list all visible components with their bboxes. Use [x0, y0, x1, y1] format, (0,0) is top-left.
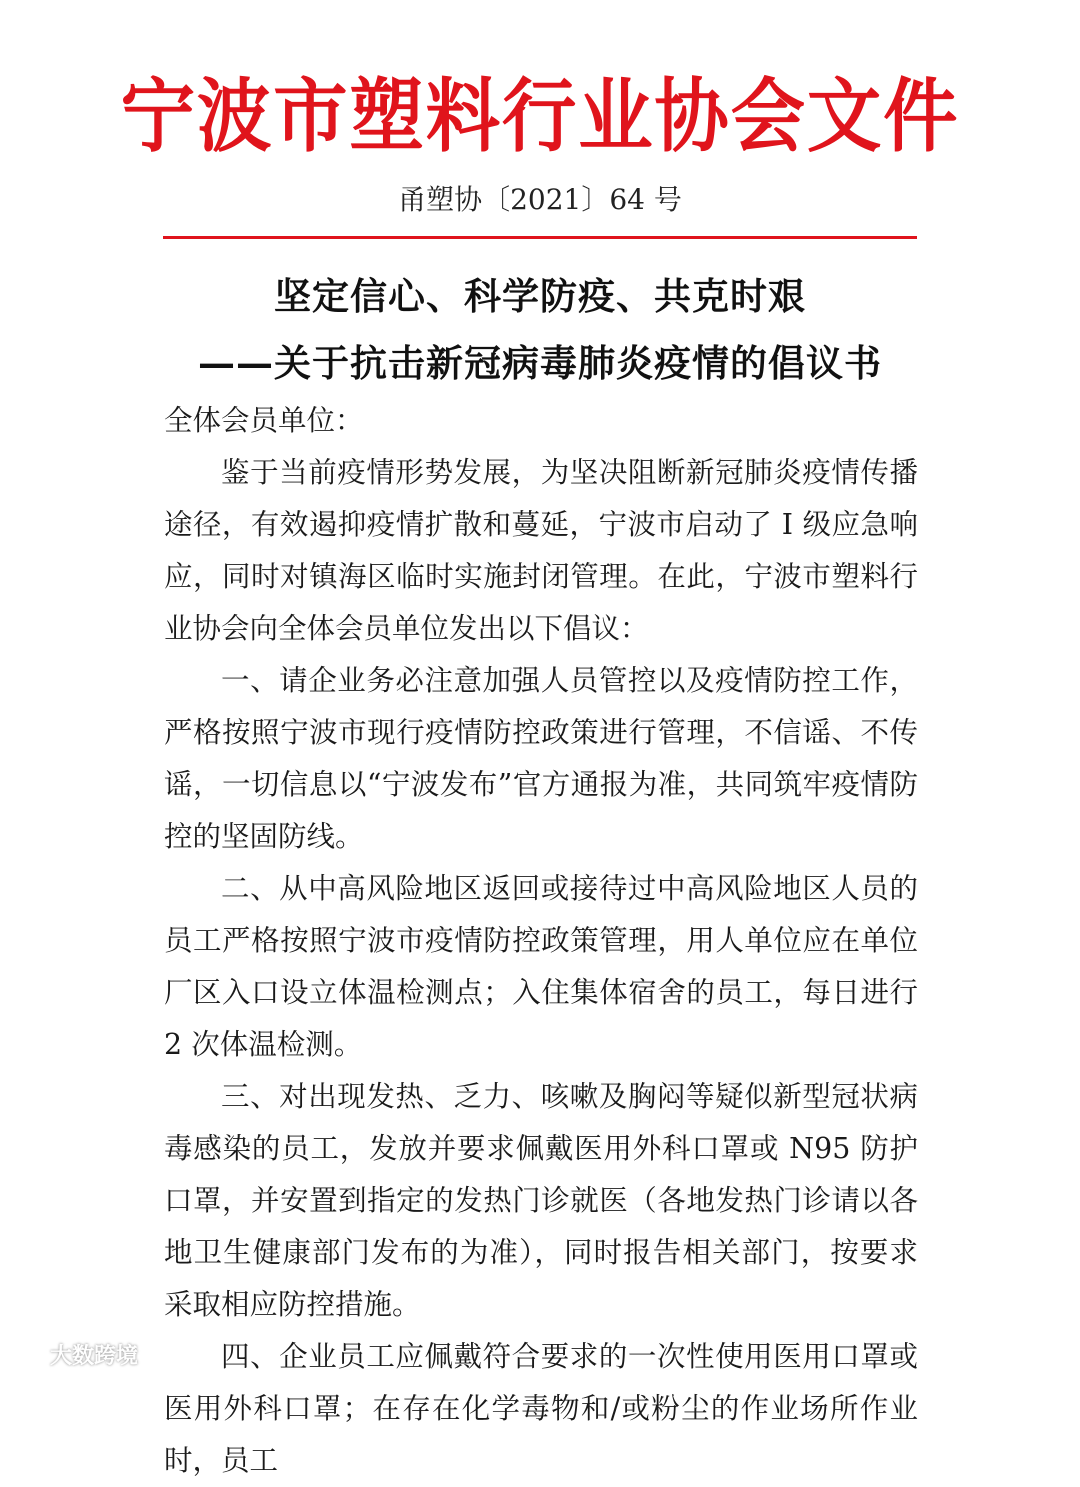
document-subtitle: ——关于抗击新冠病毒肺炎疫情的倡议书	[198, 341, 882, 385]
watermark	[10, 1336, 138, 1372]
document-number: 甬塑协〔2021〕64 号	[398, 183, 682, 216]
paragraph-item-3: 三、对出现发热、乏力、咳嗽及胸闷等疑似新型冠状病毒感染的员工，发放并要求佩戴医用外科口罩或 N95 防护口罩，并安置到指定的发热门诊就医（各地发热门诊请以各地卫生健康部门发布的为准），同时报告相关部门，按要求采取相应防控措施。	[164, 1080, 918, 1321]
paragraph-item-1: 一、请企业务必注意加强人员管控以及疫情防控工作，严格按照宁波市现行疫情防控政策进行管理，不信谣、不传谣，一切信息以“宁波发布”官方通报为准，共同筑牢疫情防控的坚固防线。	[164, 664, 918, 853]
document-title: 坚定信心、科学防疫、共克时艰	[274, 274, 806, 318]
paragraph-item-4: 四、企业员工应佩戴符合要求的一次性使用医用口罩或医用外科口罩；在存在化学毒物和/或粉尘的作业场所作业时，员工	[164, 1340, 918, 1477]
org-title: 宁波市塑料行业协会文件	[120, 69, 960, 163]
watermark-text: 大数跨境	[50, 1343, 139, 1369]
paragraph-item-2: 二、从中高风险地区返回或接待过中高风险地区人员的员工严格按照宁波市疫情防控政策管理，用人单位应在单位厂区入口设立体温检测点；入住集体宿舍的员工，每日进行 2 次体温检测。	[164, 872, 918, 1061]
salutation: 全体会员单位：	[164, 404, 364, 437]
paragraph-intro: 鉴于当前疫情形势发展，为坚决阻断新冠肺炎疫情传播途径，有效遏抑疫情扩散和蔓延，宁波市启动了 I 级应急响应，同时对镇海区临时实施封闭管理。在此，宁波市塑料行业协会向全体会员单位发出以下倡议：	[164, 456, 918, 645]
red-divider	[163, 236, 917, 239]
document-body	[164, 395, 918, 1487]
weibo-icon	[10, 1341, 44, 1367]
